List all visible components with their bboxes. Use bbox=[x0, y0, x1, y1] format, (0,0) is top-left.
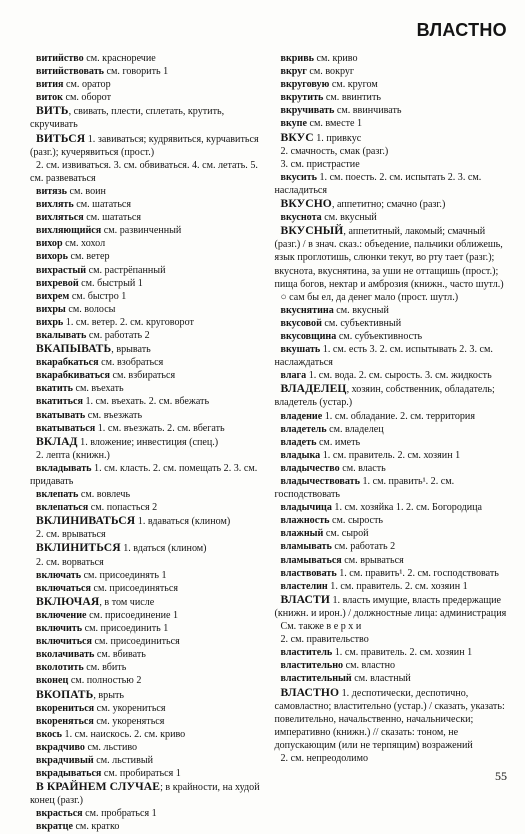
dictionary-entry bbox=[275, 436, 512, 449]
entry-headword: властелин bbox=[280, 580, 328, 592]
entry-definition: см. ветер bbox=[67, 251, 110, 263]
dictionary-entry bbox=[30, 342, 267, 356]
entry-headword: вихрь bbox=[36, 316, 64, 328]
dictionary-entry bbox=[30, 224, 267, 237]
dictionary-entry bbox=[275, 580, 512, 593]
dictionary-entry bbox=[30, 741, 267, 754]
entry-definition: 1. см. хозяйка 1. 2. см. Богородица bbox=[331, 502, 483, 514]
entry-definition: см. вбивать bbox=[94, 649, 146, 661]
entry-definition: , аппетитно; смачно (разг.) bbox=[331, 199, 446, 211]
entry-headword: ВИТЬСЯ bbox=[36, 131, 86, 145]
entry-headword: вколотить bbox=[36, 662, 84, 674]
entry-headword: виток bbox=[36, 92, 63, 104]
entry-definition: см. волосы bbox=[65, 303, 116, 315]
entry-headword: включаться bbox=[36, 582, 91, 594]
entry-headword: владычица bbox=[280, 502, 332, 514]
dictionary-entry bbox=[275, 52, 512, 65]
dictionary-entry bbox=[30, 609, 267, 622]
dictionary-entry bbox=[30, 65, 267, 78]
dictionary-entry bbox=[30, 780, 267, 807]
left-column bbox=[30, 52, 267, 834]
entry-definition: см. льстиво bbox=[84, 741, 138, 753]
entry-headword: витийствовать bbox=[36, 66, 105, 78]
entry-definition: см. быстрый 1 bbox=[78, 277, 143, 289]
entry-definition: см. говорить 1 bbox=[104, 66, 169, 78]
entry-definition: см. властно bbox=[343, 660, 396, 672]
entry-headword: ВЛАСТНО bbox=[280, 685, 340, 699]
dictionary-entry bbox=[30, 622, 267, 635]
entry-definition: см. властный bbox=[351, 673, 411, 685]
entry-headword: включиться bbox=[36, 636, 93, 648]
entry-definition: 2. см. правительство bbox=[280, 634, 369, 646]
entry-headword: ВКАПЫВАТЬ bbox=[36, 342, 112, 356]
entry-headword: вкарабкаться bbox=[36, 357, 99, 369]
dictionary-entry bbox=[275, 91, 512, 104]
entry-headword: вихор bbox=[36, 238, 63, 250]
entry-definition: 2. см. врываться bbox=[36, 529, 106, 541]
dictionary-entry bbox=[275, 304, 512, 317]
dictionary-entry bbox=[275, 65, 512, 78]
entry-headword: вколачивать bbox=[36, 649, 95, 661]
dictionary-entry bbox=[30, 688, 267, 702]
dictionary-entry bbox=[30, 395, 267, 408]
dictionary-entry bbox=[30, 556, 267, 569]
dictionary-entry bbox=[30, 820, 267, 833]
entry-definition: 1. см. обладание. 2. см. территория bbox=[322, 410, 475, 422]
entry-definition: см. быстро 1 bbox=[69, 290, 127, 302]
entry-headword: вкрасться bbox=[36, 808, 83, 820]
dictionary-entry bbox=[30, 264, 267, 277]
entry-definition: 1. привкус bbox=[313, 132, 362, 144]
entry-definition: 1. см. есть 3. 2. см. испытывать 2. 3. см. наслаждаться bbox=[274, 344, 493, 369]
entry-headword: вихрастый bbox=[36, 264, 87, 276]
entry-definition: 1. см. править¹. 2. см. господствовать bbox=[274, 476, 455, 501]
entry-headword: включать bbox=[36, 569, 82, 581]
dictionary-entry bbox=[30, 198, 267, 211]
entry-definition: , свивать, плести, сплетать, крутить, скручивать bbox=[30, 106, 225, 131]
entry-definition: ; в крайности, на худой конец (разг.) bbox=[30, 782, 260, 807]
entry-headword: вкратце bbox=[36, 821, 73, 833]
entry-headword: владычество bbox=[280, 462, 340, 474]
dictionary-entry bbox=[30, 211, 267, 224]
entry-definition: см. владелец bbox=[326, 423, 384, 435]
entry-headword: вкось bbox=[36, 728, 62, 740]
dictionary-entry bbox=[30, 159, 267, 185]
entry-definition: См. также в е р х и bbox=[280, 621, 362, 633]
entry-headword: вламываться bbox=[280, 554, 342, 566]
dictionary-entry bbox=[275, 410, 512, 423]
entry-headword: владеть bbox=[280, 436, 317, 448]
entry-definition: см. присоединение 1 bbox=[86, 609, 179, 621]
dictionary-entry bbox=[30, 635, 267, 648]
dictionary-entry bbox=[30, 104, 267, 131]
dictionary-entry bbox=[275, 527, 512, 540]
dictionary-entry bbox=[275, 291, 512, 304]
entry-definition: см. сырой bbox=[323, 528, 369, 540]
entry-headword: вихревой bbox=[36, 277, 79, 289]
dictionary-entry bbox=[30, 290, 267, 303]
entry-definition: см. субъективность bbox=[336, 330, 423, 342]
entry-definition: 1. см. въезжать. 2. см. вбегать bbox=[95, 422, 225, 434]
entry-headword: влага bbox=[280, 370, 307, 382]
entry-headword: вкрадчивый bbox=[36, 754, 94, 766]
dictionary-entry bbox=[30, 132, 267, 159]
entry-definition: см. въехать bbox=[72, 383, 124, 395]
entry-headword: ВКЛИНИВАТЬСЯ bbox=[36, 514, 136, 528]
entry-headword: владычествовать bbox=[280, 476, 360, 487]
dictionary-entry bbox=[275, 672, 512, 685]
dictionary-entry bbox=[275, 197, 512, 211]
dictionary-entry bbox=[275, 423, 512, 436]
entry-headword: властвовать bbox=[280, 567, 337, 579]
entry-headword: вихрем bbox=[36, 290, 70, 302]
entry-definition: см. присоединить 1 bbox=[82, 623, 169, 635]
entry-definition: 1. см. наискось. 2. см. криво bbox=[62, 728, 186, 740]
entry-definition: см. иметь bbox=[316, 436, 361, 448]
entry-definition: см. попасться 2 bbox=[88, 502, 158, 514]
dictionary-entry bbox=[275, 475, 512, 501]
entry-definition: , аппетитный, лакомый; смачный (разг.) / в знач. сказ.: объедение, пальчики оближешь, язык проглотишь, слюнки текут, во рту тает (разг.); вкуснота, вкуснятина, за уши не оттащишь (прост.); пища богов, нектар и амброзия (книжн., часто шутл.) bbox=[274, 226, 504, 290]
dictionary-entry bbox=[275, 131, 512, 145]
entry-definition: см. взбираться bbox=[109, 370, 176, 382]
entry-definition: см. вкусный bbox=[321, 212, 377, 224]
dictionary-entry bbox=[275, 382, 512, 409]
entry-headword: вихляться bbox=[36, 212, 84, 224]
entry-headword: ВКЛАД bbox=[36, 434, 78, 448]
dictionary-entry bbox=[30, 528, 267, 541]
entry-definition: , врывать bbox=[111, 344, 151, 356]
entry-headword: ВКУС bbox=[280, 130, 314, 144]
dictionary-entry bbox=[275, 369, 512, 382]
entry-definition: 1. см. правитель. 2. см. хозяин 1 bbox=[320, 449, 461, 461]
entry-headword: вкуснятина bbox=[280, 304, 334, 316]
dictionary-entry bbox=[30, 648, 267, 661]
entry-definition: см. въезжать bbox=[85, 409, 143, 421]
entry-definition: см. ввинтить bbox=[323, 92, 381, 104]
dictionary-entry bbox=[275, 104, 512, 117]
entry-definition: 1. см. класть. 2. см. помещать 2. 3. см. придавать bbox=[30, 462, 258, 487]
dictionary-entry bbox=[30, 754, 267, 767]
right-column bbox=[275, 52, 512, 834]
dictionary-entry bbox=[275, 514, 512, 527]
dictionary-entry bbox=[275, 554, 512, 567]
entry-headword: вкладывать bbox=[36, 462, 92, 474]
entry-headword: властительный bbox=[280, 673, 352, 685]
entry-definition: см. субъективный bbox=[321, 317, 402, 329]
dictionary-entry bbox=[30, 409, 267, 422]
entry-headword: вконец bbox=[36, 675, 69, 687]
entry-definition: см. шататься bbox=[83, 212, 142, 224]
entry-headword: вкруг bbox=[280, 66, 307, 78]
entry-definition: см. оратор bbox=[63, 79, 111, 91]
entry-headword: вихорь bbox=[36, 251, 68, 263]
entry-headword: включить bbox=[36, 623, 83, 635]
dictionary-entry bbox=[30, 595, 267, 609]
entry-headword: вихры bbox=[36, 303, 66, 315]
entry-definition: см. развинченный bbox=[101, 225, 182, 237]
dictionary-entry bbox=[30, 356, 267, 369]
entry-definition: 1. см. править¹. 2. см. господствовать bbox=[336, 567, 499, 579]
entry-definition: см. криво bbox=[314, 53, 358, 64]
dictionary-entry bbox=[275, 646, 512, 659]
entry-definition: см. оборот bbox=[62, 92, 112, 104]
entry-definition: см. взобраться bbox=[98, 357, 164, 369]
dictionary-entry bbox=[30, 807, 267, 820]
entry-headword: вклепаться bbox=[36, 502, 89, 514]
dictionary-entry bbox=[30, 316, 267, 329]
entry-definition: 1. завиваться; кудрявиться, курчавиться (разг.); кучерявиться (прост.) bbox=[30, 133, 259, 158]
entry-definition: 1. см. поесть. 2. см. испытать 2. 3. см. насладиться bbox=[274, 171, 482, 196]
dictionary-body bbox=[30, 52, 511, 834]
dictionary-entry bbox=[275, 620, 512, 633]
entry-definition: см. красноречие bbox=[83, 53, 156, 64]
dictionary-entry bbox=[30, 582, 267, 595]
entry-definition: см. вкусный bbox=[333, 304, 389, 316]
entry-definition: 1. см. ветер. 2. см. круговорот bbox=[63, 316, 194, 328]
entry-definition: см. ввинчивать bbox=[334, 105, 402, 117]
entry-definition: , хозяин, собственник, обладатель; владетель (устар.) bbox=[274, 384, 495, 409]
entry-headword: вкалывать bbox=[36, 329, 87, 341]
dictionary-entry bbox=[30, 728, 267, 741]
dictionary-entry bbox=[275, 567, 512, 580]
entry-headword: вкарабкиваться bbox=[36, 370, 110, 382]
entry-headword: вкручивать bbox=[280, 105, 335, 117]
dictionary-entry bbox=[30, 237, 267, 250]
entry-headword: вкрадываться bbox=[36, 768, 102, 780]
entry-headword: вкушать bbox=[280, 344, 321, 356]
entry-definition: 1. деспотически, деспотично, самовластно; властительно (устар.) / сказать, указать: повелительно, начальственно, начальнически; императивно (книжн.) // сказать: тоном, не допускающим (или не терпящим) возражений bbox=[274, 687, 505, 751]
dictionary-entry bbox=[30, 250, 267, 263]
entry-headword: вкатиться bbox=[36, 396, 83, 408]
entry-headword: вклепать bbox=[36, 489, 79, 501]
dictionary-entry bbox=[275, 78, 512, 91]
entry-headword: вития bbox=[36, 79, 64, 91]
dictionary-entry bbox=[30, 702, 267, 715]
dictionary-entry bbox=[30, 329, 267, 342]
entry-headword: В КРАЙНЕМ СЛУЧАЕ bbox=[36, 780, 161, 794]
dictionary-entry bbox=[30, 382, 267, 395]
entry-headword: властительно bbox=[280, 660, 344, 672]
entry-definition: 2. смачность, смак (разг.) bbox=[280, 145, 389, 157]
entry-headword: вкупе bbox=[280, 118, 307, 130]
entry-definition: см. вместе 1 bbox=[306, 118, 363, 130]
entry-headword: вкусовщина bbox=[280, 330, 337, 342]
dictionary-entry bbox=[30, 91, 267, 104]
dictionary-entry bbox=[30, 514, 267, 528]
dictionary-entry bbox=[30, 78, 267, 91]
entry-definition: 2. лепта (книжн.) bbox=[36, 449, 110, 461]
entry-headword: ВКУСНЫЙ bbox=[280, 224, 344, 238]
dictionary-entry bbox=[275, 633, 512, 646]
entry-headword: вкруговую bbox=[280, 79, 330, 91]
entry-headword: вкатывать bbox=[36, 409, 86, 421]
entry-headword: вкуснота bbox=[280, 212, 322, 224]
dictionary-entry bbox=[30, 277, 267, 290]
entry-headword: ВКЛЮЧАЯ bbox=[36, 594, 100, 608]
entry-definition: 1. вдаться (клином) bbox=[120, 543, 207, 555]
entry-definition: см. растрёпанный bbox=[86, 264, 166, 276]
entry-headword: включение bbox=[36, 609, 87, 621]
entry-definition: см. вбить bbox=[83, 662, 127, 674]
entry-headword: вкрадчиво bbox=[36, 741, 85, 753]
entry-headword: вкатываться bbox=[36, 422, 96, 434]
entry-definition: 1. см. правитель. 2. см. хозяин 1 bbox=[332, 647, 473, 659]
dictionary-entry bbox=[275, 593, 512, 620]
entry-headword: вкатить bbox=[36, 383, 73, 395]
entry-headword: витийство bbox=[36, 53, 84, 64]
dictionary-entry bbox=[275, 462, 512, 475]
entry-definition: см. работать 2 bbox=[331, 541, 396, 553]
entry-definition: см. врываться bbox=[341, 554, 404, 566]
dictionary-entry bbox=[275, 317, 512, 330]
dictionary-entry bbox=[275, 343, 512, 369]
dictionary-entry bbox=[30, 435, 267, 449]
entry-definition: см. полностью 2 bbox=[68, 675, 142, 687]
entry-headword: вкривь bbox=[280, 53, 314, 64]
dictionary-entry bbox=[30, 715, 267, 728]
entry-headword: витязь bbox=[36, 185, 67, 197]
dictionary-entry bbox=[30, 501, 267, 514]
entry-definition: см. присоединиться bbox=[92, 636, 180, 648]
entry-definition: 2. см. ворваться bbox=[36, 556, 104, 568]
dictionary-entry bbox=[30, 185, 267, 198]
dictionary-entry bbox=[30, 488, 267, 501]
entry-definition: см. власть bbox=[339, 462, 386, 474]
dictionary-entry bbox=[30, 449, 267, 462]
dictionary-entry bbox=[30, 369, 267, 382]
entry-definition: см. вовлечь bbox=[78, 489, 131, 501]
dictionary-entry bbox=[30, 569, 267, 582]
entry-definition: см. вокруг bbox=[306, 66, 355, 78]
entry-definition: см. шататься bbox=[73, 199, 132, 211]
dictionary-entry bbox=[30, 462, 267, 488]
entry-headword: вихляющийся bbox=[36, 225, 102, 237]
entry-headword: ВКЛИНИТЬСЯ bbox=[36, 541, 121, 555]
entry-definition: 1. власть имущие, власть предержащие (книжн. и ирон.) / должностные лица: администрация bbox=[274, 594, 507, 619]
dictionary-entry bbox=[30, 422, 267, 435]
dictionary-entry bbox=[275, 211, 512, 224]
entry-definition: 2. см. извиваться. 3. см. обвиваться. 4. см. летать. 5. см. развеваться bbox=[30, 159, 258, 184]
entry-definition: , в том числе bbox=[99, 596, 155, 608]
entry-definition: 1. вложение; инвестиция (спец.) bbox=[77, 436, 219, 448]
entry-headword: вкусовой bbox=[280, 317, 322, 329]
dictionary-entry bbox=[30, 52, 267, 65]
dictionary-entry bbox=[275, 224, 512, 290]
entry-headword: вкорениться bbox=[36, 702, 95, 714]
dictionary-entry bbox=[275, 117, 512, 130]
entry-definition: ○ сам бы ел, да денег мало (прост. шутл.) bbox=[280, 291, 459, 303]
dictionary-entry bbox=[275, 686, 512, 752]
entry-headword: влажность bbox=[280, 515, 330, 527]
entry-definition: , врыть bbox=[93, 689, 124, 701]
entry-headword: ВКУСНО bbox=[280, 197, 332, 211]
dictionary-entry bbox=[275, 145, 512, 158]
entry-headword: вкусить bbox=[280, 171, 317, 183]
dictionary-entry bbox=[30, 767, 267, 780]
dictionary-entry bbox=[275, 449, 512, 462]
entry-definition: см. присоединять 1 bbox=[81, 569, 167, 581]
page-number: 55 bbox=[495, 769, 507, 783]
dictionary-entry bbox=[30, 674, 267, 687]
entry-definition: см. сырость bbox=[329, 515, 384, 527]
entry-headword: вкрутить bbox=[280, 92, 324, 104]
entry-headword: ВИТЬ bbox=[36, 104, 69, 118]
dictionary-entry bbox=[275, 158, 512, 171]
entry-headword: влажный bbox=[280, 528, 324, 540]
entry-headword: ВКОПАТЬ bbox=[36, 687, 94, 701]
running-header: ВЛАСТНО bbox=[416, 20, 507, 40]
entry-definition: 1. см. правитель. 2. см. хозяин 1 bbox=[327, 580, 468, 592]
dictionary-entry bbox=[275, 659, 512, 672]
entry-definition: 2. см. непреодолимо bbox=[280, 752, 368, 764]
dictionary-entry bbox=[275, 330, 512, 343]
dictionary-entry bbox=[275, 540, 512, 553]
entry-headword: владение bbox=[280, 410, 323, 422]
entry-definition: см. укорениться bbox=[94, 702, 166, 714]
entry-headword: властитель bbox=[280, 647, 333, 659]
entry-definition: см. кратко bbox=[72, 821, 120, 833]
dictionary-entry bbox=[275, 501, 512, 514]
entry-headword: вкореняться bbox=[36, 715, 94, 727]
dictionary-entry bbox=[30, 303, 267, 316]
entry-definition: см. хохол bbox=[62, 238, 106, 250]
entry-definition: 1. см. вода. 2. см. сырость. 3. см. жидкость bbox=[306, 370, 492, 382]
entry-headword: вламывать bbox=[280, 541, 332, 553]
dictionary-entry bbox=[275, 171, 512, 197]
entry-definition: см. пробраться 1 bbox=[82, 808, 157, 820]
entry-headword: владыка bbox=[280, 449, 321, 461]
entry-definition: см. льстивый bbox=[93, 754, 154, 766]
dictionary-entry bbox=[275, 752, 512, 765]
entry-definition: 3. см. пристрастие bbox=[280, 158, 360, 170]
entry-definition: 1. вдаваться (клином) bbox=[135, 516, 231, 528]
dictionary-entry bbox=[30, 661, 267, 674]
entry-definition: см. кругом bbox=[329, 79, 378, 91]
entry-headword: ВЛАДЕЛЕЦ bbox=[280, 382, 347, 396]
entry-definition: см. укореняться bbox=[93, 715, 165, 727]
entry-definition: 1. см. въехать. 2. см. вбежать bbox=[82, 396, 210, 408]
entry-definition: см. работать 2 bbox=[86, 329, 150, 341]
entry-headword: владетель bbox=[280, 423, 327, 435]
entry-definition: см. пробираться 1 bbox=[101, 768, 181, 780]
entry-definition: см. присоединяться bbox=[90, 582, 178, 594]
entry-headword: ВЛАСТИ bbox=[280, 592, 330, 606]
entry-headword: вихлять bbox=[36, 199, 74, 211]
dictionary-entry bbox=[30, 541, 267, 555]
entry-definition: см. воин bbox=[66, 185, 106, 197]
